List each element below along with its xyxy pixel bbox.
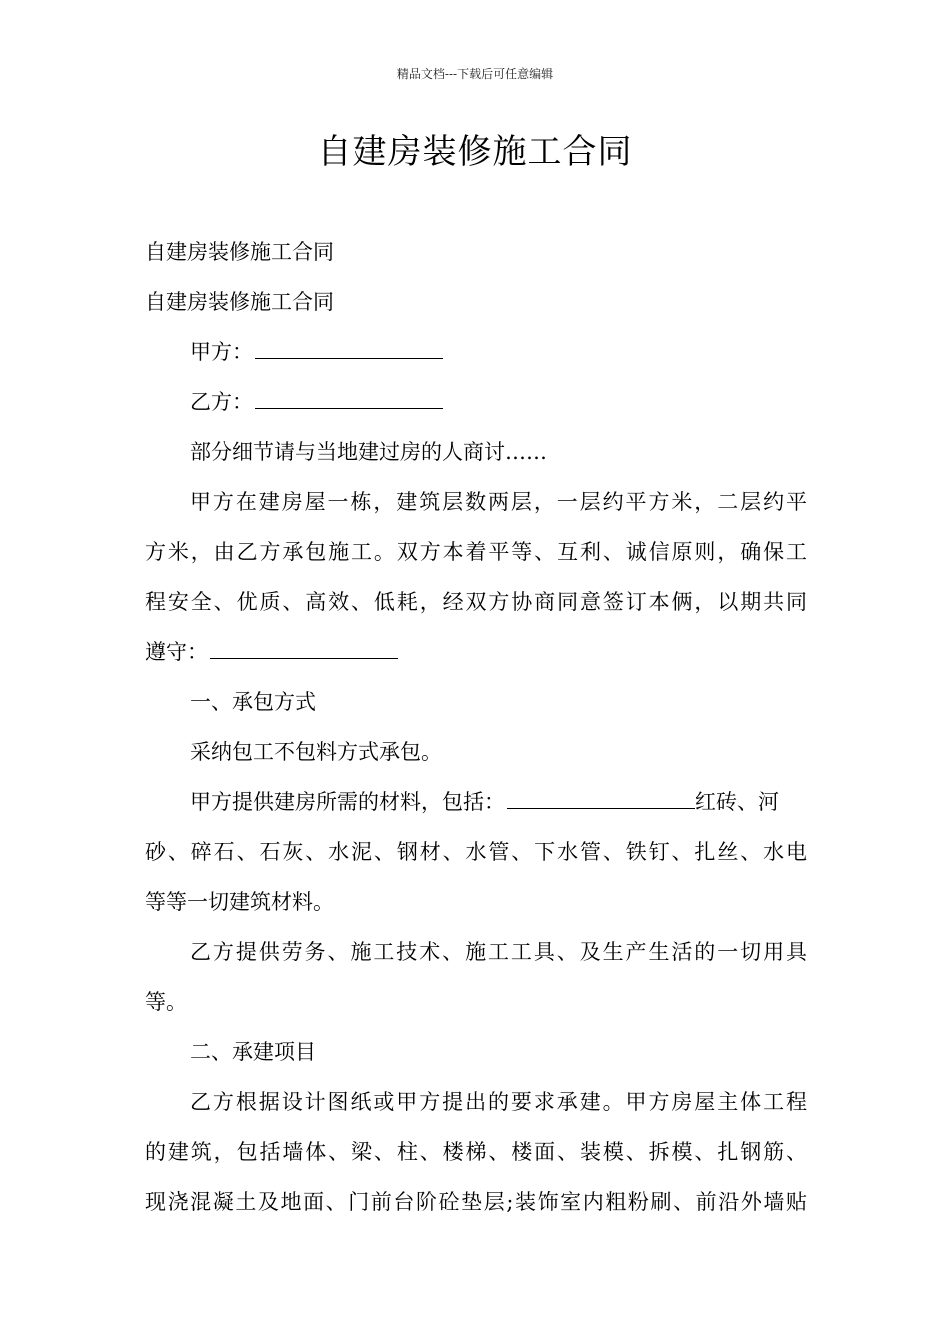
paragraph-line: 等等一切建筑材料。 [145,890,334,914]
paragraph-line [145,777,807,827]
paragraph-line: 乙方提供劳务、施工技术、施工工具、及生产生活的一切用具 [190,940,807,964]
subtitle-line: 自建房装修施工合同 [145,290,334,314]
paragraph-line: 程安全、优质、高效、低耗，经双方协商同意签订本俩，以期共同 [145,590,807,614]
party-a-line [145,327,807,377]
subtitle-line: 自建房装修施工合同 [145,240,334,264]
paragraph-line: 现浇混凝土及地面、门前台阶砼垫层;装饰室内粗粉刷、前沿外墙贴 [145,1190,807,1214]
party-b-line [145,377,807,427]
paragraph-line: 采纳包工不包料方式承包。 [190,740,442,764]
party-b-label: 乙方： [190,390,253,414]
section-heading: 一、承包方式 [190,690,316,714]
document-title: 自建房装修施工合同 [317,132,633,172]
note-line: 部分细节请与当地建过房的人商讨…… [190,440,547,464]
paragraph-text: 红砖、河 [695,790,779,814]
paragraph-line: 砂、碎石、石灰、水泥、钢材、水管、下水管、铁钉、扎丝、水电 [145,840,807,864]
section-heading: 二、承建项目 [190,1040,316,1064]
party-b-blank [255,382,443,409]
paragraph-line: 甲方在建房屋一栋，建筑层数两层，一层约平方米，二层约平 [190,490,807,514]
paragraph-line: 乙方根据设计图纸或甲方提出的要求承建。甲方房屋主体工程 [190,1090,807,1114]
paragraph-line: 的建筑，包括墙体、梁、柱、楼梯、楼面、装模、拆模、扎钢筋、 [145,1140,807,1164]
agreement-blank [210,632,398,659]
page-header-note: 精品文档---下载后可任意编辑 [396,67,554,81]
materials-blank [507,782,695,809]
paragraph-text: 遵守： [145,640,208,664]
paragraph-line [145,627,807,677]
party-a-blank [255,332,443,359]
paragraph-text: 甲方提供建房所需的材料，包括： [190,790,505,814]
paragraph-line: 方米，由乙方承包施工。双方本着平等、互利、诚信原则，确保工 [145,540,807,564]
contract-body [145,227,807,1227]
party-a-label: 甲方： [190,340,253,364]
paragraph-line: 等。 [145,990,187,1014]
